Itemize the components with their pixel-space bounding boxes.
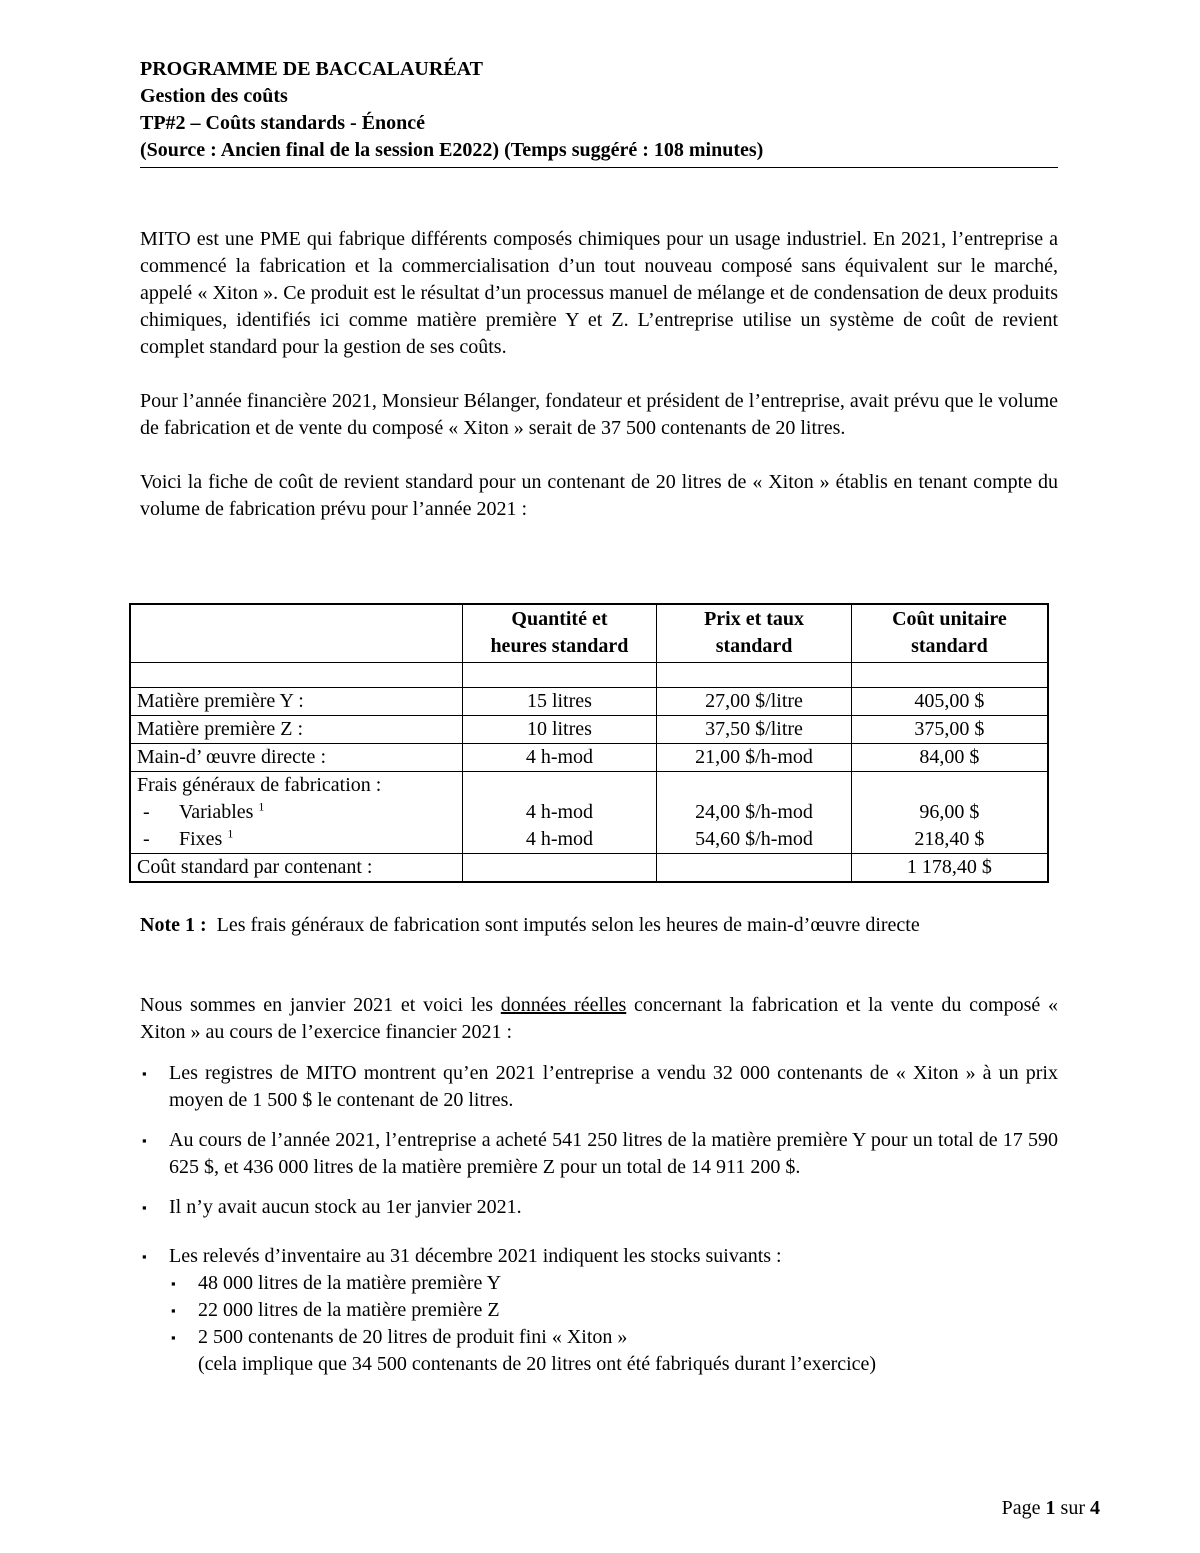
overhead-fixed: - Fixes $^1$ bbox=[143, 826, 234, 850]
header-empty bbox=[130, 604, 462, 663]
list-item: ▪ Les registres de MITO montrent qu’en 2021 l’entreprise a vendu 32 000 contenants de « Xiton » à un prix moyen de 1 500 $ le contenant de 20 litres. bbox=[142, 1062, 1058, 1111]
header-unit-cost: Coût unitaire standard bbox=[851, 604, 1048, 663]
actual-data-section bbox=[140, 992, 1058, 1378]
program-title: PROGRAMME DE BACCALAURÉAT bbox=[140, 58, 483, 80]
assignment-title: TP#2 – Coûts standards - Énoncé bbox=[140, 112, 426, 134]
overhead-variable: - Variables $^1$ bbox=[143, 799, 265, 823]
inventory-sublist bbox=[169, 1270, 1058, 1378]
list-item: ▪ 2 500 contenants de 20 litres de produit fini « Xiton » (cela implique que 34 500 contenants de 20 litres ont été fabriqués durant l’exercice) bbox=[171, 1326, 877, 1375]
list-item: ▪ 22 000 litres de la matière première Z bbox=[171, 1299, 500, 1321]
course-title: Gestion des coûts bbox=[140, 85, 288, 107]
note-label: Note 1 : bbox=[140, 914, 207, 936]
table-row: Matière première Z : 10 litres 37,50 $/litre 375,00 $ bbox=[130, 716, 1048, 744]
table-row-overhead: Frais généraux de fabrication : - Variables $^1$ - Fixes $^1$ 4 h-mod 4 h-mod 24,00 $/h-mod 54,60 $/h-mod 96,00 $ 218,40 $ bbox=[130, 772, 1048, 854]
table-header-row bbox=[130, 604, 1048, 663]
forecast-paragraph: Pour l’année financière 2021, Monsieur Bélanger, fondateur et président de l’entreprise, avait prévu que le volume de fabrication et de vente du composé « Xiton » serait de 37 500 contenants de 20 litres. bbox=[140, 390, 1058, 439]
cost-sheet-intro: Voici la fiche de coût de revient standard pour un contenant de 20 litres de « Xiton » établis en tenant compte du volume de fabrication prévu pour l’année 2021 : bbox=[140, 471, 1058, 520]
note-text: Les frais généraux de fabrication sont imputés selon les heures de main-d’œuvre directe bbox=[216, 914, 920, 936]
table-row: Main-d’ œuvre directe : 4 h-mod 21,00 $/h-mod 84,00 $ bbox=[130, 744, 1048, 772]
note-block bbox=[140, 912, 1058, 939]
actual-intro: Nous sommes en janvier 2021 et voici les données réelles concernant la fabrication et la vente du composé « Xiton » au cours de l’exercice financier 2021 : bbox=[140, 994, 1058, 1043]
list-item: ▪ 48 000 litres de la matière première Y bbox=[171, 1272, 502, 1294]
standard-cost-table bbox=[129, 603, 1049, 883]
list-item: ▪ Les relevés d’inventaire au 31 décembre 2021 indiquent les stocks suivants : ▪ 48 000 litres de la matière première Y ▪ 22 000 litres de la matière première Z ▪ 2 500 contenants de 20 litres de produit fini « Xiton » (cela implique que 34 500 contenants de 20 litres ont été fabriqués durant l’exercice) bbox=[140, 1243, 1058, 1378]
intro-paragraph: MITO est une PME qui fabrique différents composés chimiques pour un usage industriel. En 2021, l’entreprise a commencé la fabrication et la commercialisation d’un tout nouveau composé sans équivalent sur le marché, appelé « Xiton ». Ce produit est le résultat d’un processus manuel de mélange et de condensation de deux produits chimiques, identifiés ici comme matière première Y et Z. L’entreprise utilise un système de coût de revient complet standard pour la gestion de ses coûts. bbox=[140, 228, 1058, 358]
source-line: (Source : Ancien final de la session E2022) (Temps suggéré : 108 minutes) bbox=[140, 137, 1058, 168]
header-block bbox=[140, 56, 1058, 168]
table-row-empty bbox=[130, 663, 1048, 688]
header-quantity: Quantité et heures standard bbox=[462, 604, 657, 663]
list-item: ▪ Il n’y avait aucun stock au 1er janvier 2021. bbox=[142, 1196, 522, 1218]
page-number: Page 1 sur 4 bbox=[1001, 1497, 1100, 1519]
header-price: Prix et taux standard bbox=[657, 604, 852, 663]
document-page bbox=[140, 56, 1058, 523]
actual-list bbox=[140, 1060, 1058, 1378]
table-row: Matière première Y : 15 litres 27,00 $/litre 405,00 $ bbox=[130, 688, 1048, 716]
list-item: ▪ Au cours de l’année 2021, l’entreprise a acheté 541 250 litres de la matière première Y pour un total de 17 590 625 $, et 436 000 litres de la matière première Z pour un total de 14 911 200 $. bbox=[142, 1129, 1058, 1178]
table-row-total: Coût standard par contenant : 1 178,40 $ bbox=[130, 854, 1048, 883]
